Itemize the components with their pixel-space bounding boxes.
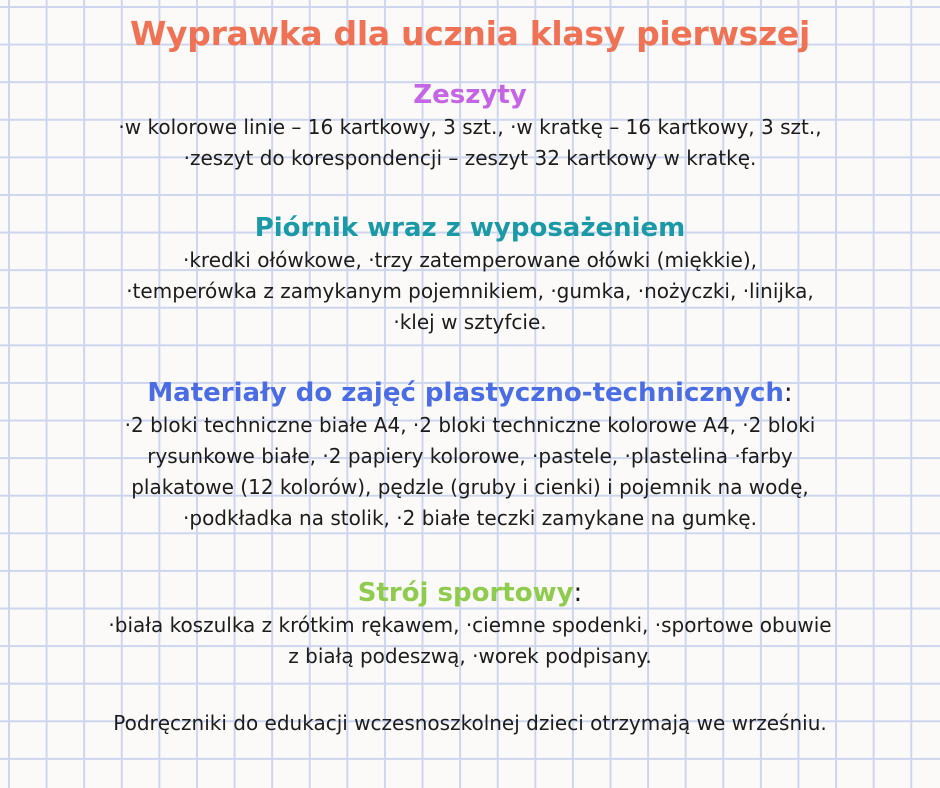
- heading-text: Zeszyty: [413, 80, 527, 110]
- heading-colon: :: [783, 378, 793, 408]
- list-line: plakatowe (12 kolorów), pędzle (gruby i cienki) i pojemnik na wodę,: [131, 475, 809, 499]
- list-line: ·biała koszulka z krótkim rękawem, ·ciemne spodenki, ·sportowe obuwie: [108, 613, 832, 637]
- section-body: [0, 112, 940, 174]
- list-line: rysunkowe białe, ·2 papiery kolorowe, ·pastele, ·plastelina ·farby: [147, 444, 793, 468]
- footer-note: Podręczniki do edukacji wczesnoszkolnej dzieci otrzymają we wrześniu.: [113, 711, 827, 735]
- section-body: [0, 410, 940, 534]
- section-body: [0, 610, 940, 672]
- section-body: [0, 245, 940, 338]
- list-line: ·w kolorowe linie – 16 kartkowy, 3 szt., ·w kratkę – 16 kartkowy, 3 szt.,: [118, 115, 822, 139]
- list-line: ·klej w sztyfcie.: [393, 310, 547, 334]
- heading-text: Materiały do zajęć plastyczno-technicznych: [147, 378, 784, 408]
- page-title: Wyprawka dla ucznia klasy pierwszej: [129, 14, 811, 53]
- heading-text: Piórnik wraz z wyposażeniem: [254, 213, 686, 243]
- section-heading: [0, 78, 940, 112]
- section-sports-outfit: [0, 576, 940, 672]
- section-heading: [0, 576, 940, 610]
- section-heading: [0, 376, 940, 410]
- list-line: z białą podeszwą, ·worek podpisany.: [288, 644, 652, 668]
- section-art-materials: [0, 376, 940, 534]
- heading-colon: :: [573, 578, 583, 608]
- list-line: ·zeszyt do korespondencji – zeszyt 32 kartkowy w kratkę.: [183, 146, 757, 170]
- section-pencil-case: [0, 211, 940, 338]
- section-notebooks: [0, 78, 940, 174]
- list-line: ·2 bloki techniczne białe A4, ·2 bloki techniczne kolorowe A4, ·2 bloki: [124, 413, 816, 437]
- heading-text: Strój sportowy: [357, 578, 574, 608]
- list-line: ·kredki ołówkowe, ·trzy zatemperowane ołówki (miękkie),: [182, 248, 758, 272]
- section-heading: [0, 211, 940, 245]
- list-line: ·temperówka z zamykanym pojemnikiem, ·gumka, ·nożyczki, ·linijka,: [126, 279, 814, 303]
- list-line: ·podkładka na stolik, ·2 białe teczki zamykane na gumkę.: [183, 506, 757, 530]
